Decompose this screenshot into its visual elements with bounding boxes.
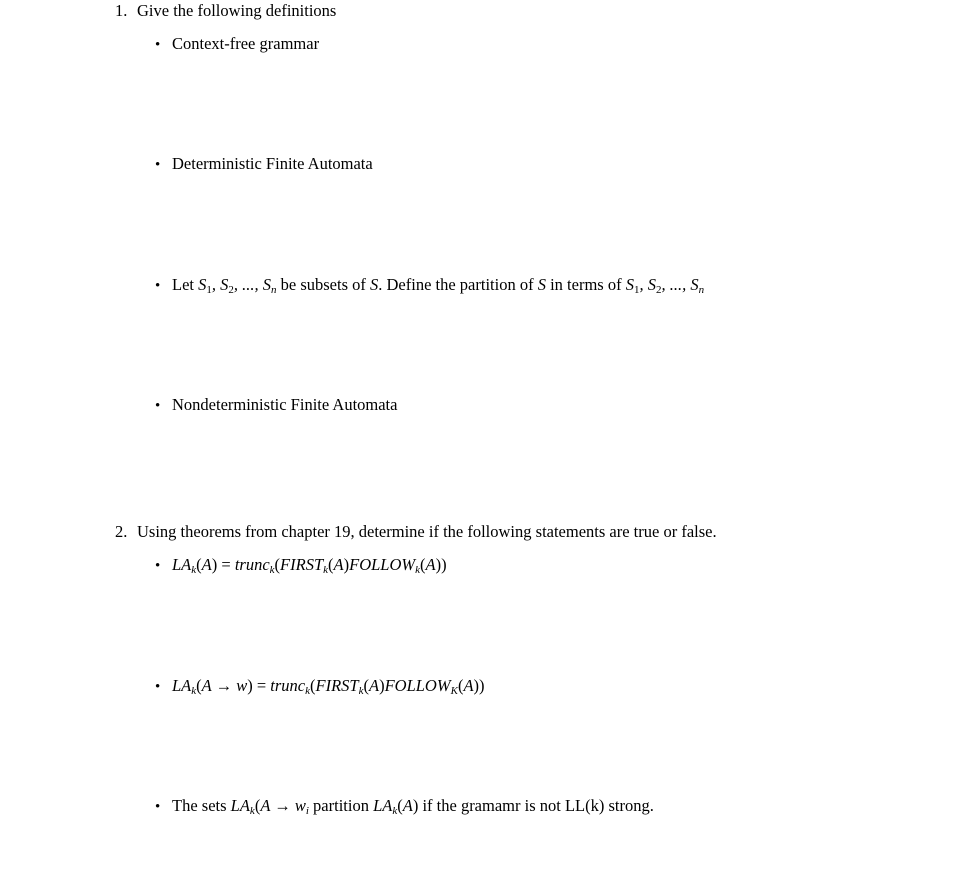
question-prompt: Give the following definitions [137,1,337,20]
item-text: Context-free grammar [172,34,320,53]
bullet-icon: • [155,37,161,53]
list-item-cfg [155,34,319,55]
math-formula: $LA_k(A)$ = $trunc_k(FIRST_k(A)FOLLOW_k(A))$ [172,555,447,576]
bullet-icon: • [155,679,161,695]
item-text: Deterministic Finite Automata [172,154,373,173]
math-set-s: S [537,275,546,294]
math-subsets-list: $S_1$, $S_2$, ..., $S_n$ [625,275,705,296]
item-text-middle: partition [313,796,369,815]
item-text-prefix: The sets [172,796,227,815]
item-text-be-subsets: be subsets of [280,275,366,294]
item-text-in-terms-of: in terms of [550,275,622,294]
question-number: 2. [115,522,128,541]
bullet-icon: • [155,558,161,574]
question-1 [115,1,336,21]
question-2 [115,522,717,542]
math-formula: $LA_k(A)$ [373,796,419,817]
question-prompt: Using theorems from chapter 19, determine if the following statements are true or false. [137,522,717,541]
list-item-partition: • Let $S_1$, $S_2$, ..., $S_n$ be subsets of S. Define the partition of S in terms of $S_1$, $S_2$, ..., $S_n$ [155,275,705,296]
list-item-nfa [155,395,397,416]
question-number: 1. [115,1,128,20]
bullet-icon: • [155,157,161,173]
list-item-statement-2 [155,676,485,697]
item-text-define: Define the partition of [386,275,534,294]
bullet-icon: • [155,398,161,414]
math-subsets-list: $S_1$, $S_2$, ..., $S_n$ [198,275,277,296]
item-text: Nondeterministic Finite Automata [172,395,398,414]
bullet-icon: • [155,278,161,294]
list-item-statement-3 [155,796,654,817]
item-text-suffix: if the gramamr is not LL(k) strong. [422,796,654,815]
math-formula: $LA_k(A \to w_i$ [230,796,309,817]
list-item-statement-1 [155,555,447,576]
math-set-s: S [370,275,379,294]
math-formula: $LA_k(A \to w)$ = $trunc_k(FIRST_k(A)FOLLOW_K(A))$ [172,676,485,697]
item-text-let: Let [172,275,194,294]
bullet-icon: • [155,799,161,815]
list-item-dfa [155,154,373,175]
